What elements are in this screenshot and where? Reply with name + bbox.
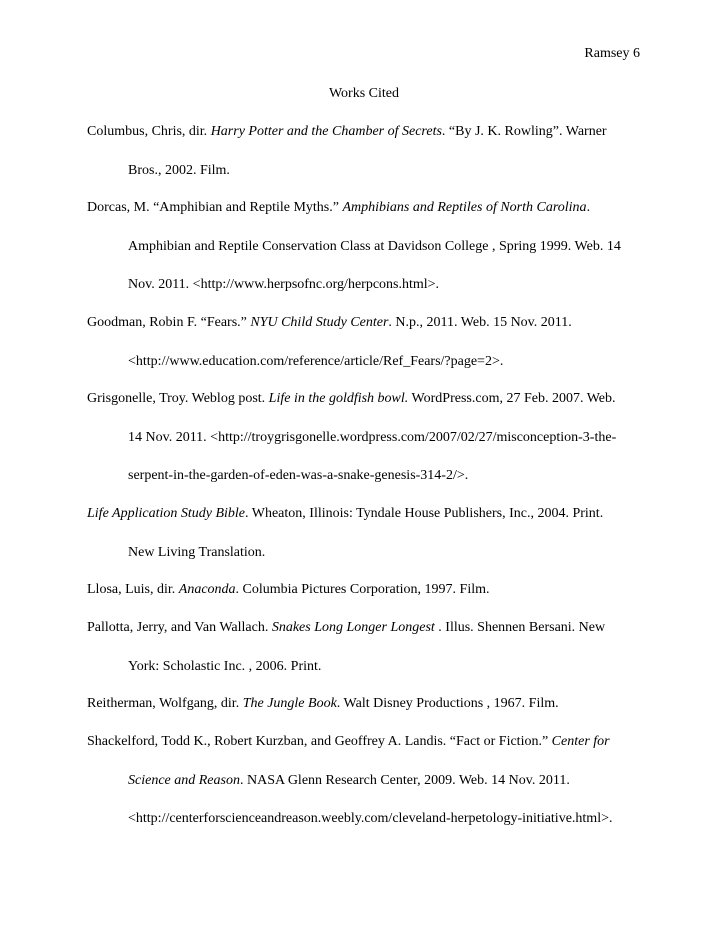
citation-line: [87, 124, 607, 140]
citation-entry: [87, 620, 605, 675]
citation-text: New Living Translation.: [128, 544, 266, 560]
citation-line: [87, 545, 603, 561]
citation-text: Nov. 2011. <http://www.herpsofnc.org/herpcons.html>.: [128, 277, 440, 292]
citation-line: [87, 391, 616, 407]
citation-line: [87, 811, 612, 827]
citation-line: [87, 430, 616, 446]
citation-text: . Illus. Shennen Bersani. New: [434, 620, 606, 635]
citation-entry: [87, 506, 603, 561]
citation-entry: [87, 391, 616, 484]
citation-text: 14 Nov. 2011. <http://troygrisgonelle.wordpress.com/2007/02/27/misconception-3-the-: [128, 429, 617, 445]
citation-text: Shackelford, Todd K., Robert Kurzban, and Geoffrey A. Landis. “Fact or Fiction.”: [87, 734, 552, 749]
citation-line: [87, 734, 612, 750]
citation-text: <http://centerforscienceandreason.weebly.com/cleveland-herpetology-initiative.html>.: [128, 811, 613, 826]
citation-title-italic: Snakes Long Longer Longest: [271, 620, 435, 635]
citation-line: [87, 582, 489, 598]
citation-entry: [87, 200, 621, 293]
citation-text: Columbus, Chris, dir.: [87, 124, 211, 139]
citation-title-italic: Science and Reason: [128, 772, 240, 788]
citation-text: . NASA Glenn Research Center, 2009. Web. 14 Nov. 2011.: [239, 772, 570, 788]
citation-line: [87, 468, 616, 484]
citation-entry: [87, 734, 612, 827]
citation-title-italic: The Jungle Book: [242, 696, 337, 711]
citation-text: Pallotta, Jerry, and Van Wallach.: [87, 620, 272, 635]
citation-line: [87, 620, 605, 636]
citation-text: Amphibian and Reptile Conservation Class at Davidson College , Spring 1999. Web. 14: [128, 238, 621, 254]
citation-line: [87, 239, 621, 255]
citation-entry: [87, 696, 559, 712]
citation-text: . Walt Disney Productions , 1967. Film.: [336, 696, 559, 711]
citation-entry: [87, 124, 607, 179]
citation-line: [87, 773, 612, 789]
citation-text: Goodman, Robin F. “Fears.”: [87, 315, 251, 330]
citation-title-italic: Life in the goldfish bowl.: [268, 391, 409, 406]
citation-line: [87, 354, 572, 370]
citation-line: [87, 315, 572, 331]
citation-text: serpent-in-the-garden-of-eden-was-a-snake-genesis-314-2/>.: [128, 468, 469, 483]
citation-title-italic: NYU Child Study Center: [250, 315, 389, 330]
citation-entry: [87, 582, 489, 598]
citation-line: [87, 506, 603, 522]
citation-title-italic: Center for: [551, 734, 610, 749]
citation-title-italic: Harry Potter and the Chamber of Secrets: [210, 124, 442, 139]
citation-text: Reitherman, Wolfgang, dir.: [87, 696, 243, 711]
citation-line: [87, 696, 559, 712]
citation-line: [87, 277, 621, 293]
citation-text: . Wheaton, Illinois: Tyndale House Publishers, Inc., 2004. Print.: [245, 506, 604, 521]
citation-text: . Columbia Pictures Corporation, 1997. Film.: [235, 582, 490, 597]
citation-line: [87, 659, 605, 675]
citation-entry: [87, 315, 572, 370]
citation-text: York: Scholastic Inc. , 2006. Print.: [128, 658, 322, 674]
citation-text: . N.p., 2011. Web. 15 Nov. 2011.: [388, 315, 572, 330]
citation-text: .: [586, 200, 591, 215]
running-head: Ramsey 6: [584, 46, 640, 61]
citation-line: [87, 200, 621, 216]
citation-text: Dorcas, M. “Amphibian and Reptile Myths.”: [87, 200, 343, 215]
citation-text: Bros., 2002. Film.: [128, 162, 230, 178]
citation-text: Grisgonelle, Troy. Weblog post.: [87, 391, 269, 406]
citation-text: . “By J. K. Rowling”. Warner: [441, 124, 607, 139]
citation-text: <http://www.education.com/reference/article/Ref_Fears/?page=2>.: [128, 353, 504, 369]
citation-text: WordPress.com, 27 Feb. 2007. Web.: [408, 391, 616, 406]
citation-title-italic: Anaconda: [178, 582, 236, 597]
citation-title-italic: Life Application Study Bible: [87, 506, 245, 521]
citation-title-italic: Amphibians and Reptiles of North Carolina: [342, 200, 587, 215]
citation-text: Llosa, Luis, dir.: [87, 582, 179, 597]
citation-line: [87, 163, 607, 179]
page-title: Works Cited: [328, 86, 400, 101]
